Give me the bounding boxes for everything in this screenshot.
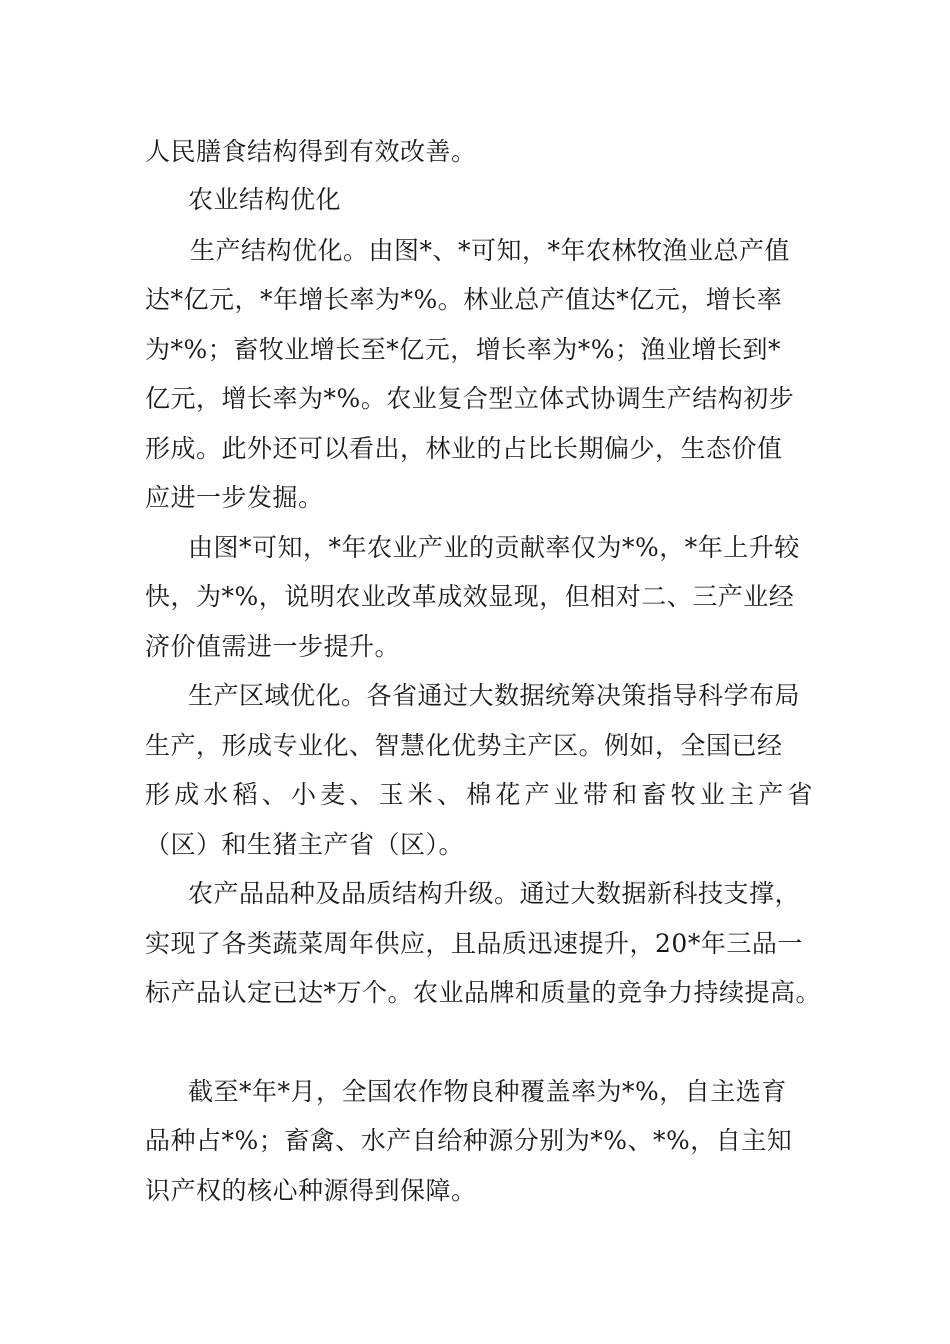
paragraph-line: 达*亿元，*年增长率为*%。林业总产值达*亿元，增长率: [145, 285, 783, 314]
paragraph-line: （区）和生猪主产省（区）。: [145, 830, 465, 859]
paragraph-line: 标产品认定已达*万个。农业品牌和质量的竞争力持续提高。: [145, 978, 822, 1007]
paragraph-line: 亿元，增长率为*%。农业复合型立体式协调生产结构初步: [145, 384, 795, 413]
paragraph-line: 农产品品种及品质结构升级。通过大数据新科技支撑，: [188, 879, 801, 908]
paragraph-line: 济价值需进一步提升。: [145, 632, 401, 661]
paragraph-line: 为*%；畜牧业增长至*亿元，增长率为*%；渔业增长到*: [145, 335, 782, 364]
paragraph-line: 生产结构优化。由图*、*可知，*年农林牧渔业总产值: [190, 236, 791, 265]
paragraph-line: 识产权的核心种源得到保障。: [145, 1176, 477, 1205]
section-heading: 农业结构优化: [188, 185, 342, 214]
paragraph-line: 应进一步发掘。: [145, 483, 324, 512]
paragraph-line: 形成水稻、小麦、玉米、棉花产业带和畜牧业主产省: [145, 780, 817, 809]
paragraph-line: 生产，形成专业化、智慧化优势主产区。例如，全国已经: [145, 731, 783, 760]
paragraph-line: 人民膳食结构得到有效改善。: [145, 137, 477, 166]
paragraph-line: 快，为*%，说明农业改革成效显现，但相对二、三产业经: [145, 582, 795, 611]
paragraph-line: 生产区域优化。各省通过大数据统筹决策指导科学布局: [188, 681, 801, 710]
paragraph-line: 实现了各类蔬菜周年供应，且品质迅速提升，20*年三品一: [145, 929, 803, 958]
paragraph-line: 形成。此外还可以看出，林业的占比长期偏少，生态价值: [145, 434, 783, 463]
paragraph-line: 由图*可知，*年农业产业的贡献率仅为*%，*年上升较: [188, 533, 800, 562]
paragraph-line: 品种占*%；畜禽、水产自给种源分别为*%、*%，自主知: [145, 1126, 793, 1155]
paragraph-line: 截至*年*月，全国农作物良种覆盖率为*%，自主选育: [188, 1077, 787, 1106]
